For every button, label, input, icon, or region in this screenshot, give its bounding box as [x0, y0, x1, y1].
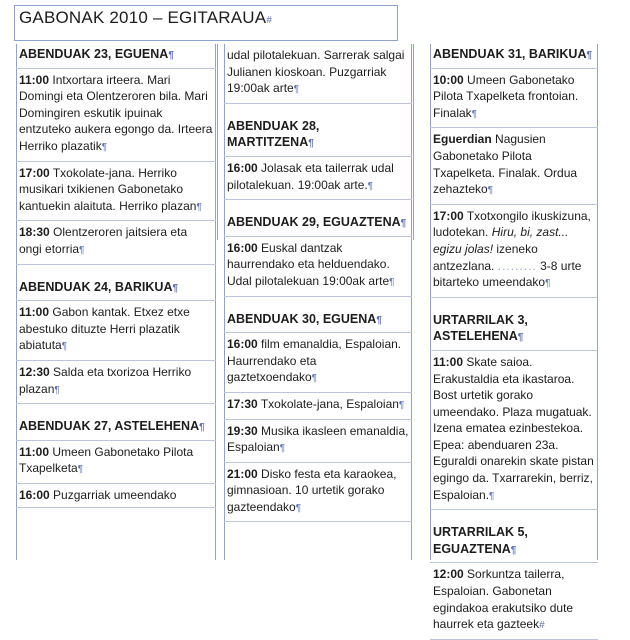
- event-paragraph[interactable]: 18:30 Olentzeroren jaitsiera eta ongi etorria¶: [16, 221, 216, 264]
- column-gutter-1: [217, 44, 218, 240]
- day-heading[interactable]: URTARRILAK 3, ASTELEHENA¶: [430, 298, 598, 351]
- day-heading[interactable]: ABENDUAK 24, BARIKUA¶: [16, 265, 216, 302]
- day-heading[interactable]: URTARRILAK 5, EGUAZTENA¶: [430, 510, 598, 563]
- column-1: [16, 44, 216, 508]
- event-paragraph[interactable]: 10:00 Umeen Gabonetako Pilota Txapelketa frontoian. Finalak¶: [430, 69, 598, 129]
- column-2: [224, 44, 412, 522]
- event-paragraph[interactable]: 16:00 Puzgarriak umeendako: [16, 484, 216, 509]
- day-heading[interactable]: ABENDUAK 27, ASTELEHENA¶: [16, 404, 216, 441]
- event-paragraph[interactable]: 21:00 Disko festa eta karaokea, gimnasioan. 10 urtetik gorako gazteendako¶: [224, 463, 412, 523]
- event-paragraph[interactable]: 11:00 Gabon kantak. Etxez etxe abestuko dituzte Herri plazatik abiatuta¶: [16, 301, 216, 361]
- page-title[interactable]: [19, 8, 272, 28]
- event-paragraph[interactable]: 12:30 Salda eta txorizoa Herriko plazan¶: [16, 361, 216, 404]
- column-3: [430, 44, 598, 640]
- day-heading[interactable]: ABENDUAK 30, EGUENA¶: [224, 297, 412, 334]
- event-paragraph[interactable]: 19:30 Musika ikasleen emanaldia, Espaloian¶: [224, 420, 412, 463]
- event-paragraph[interactable]: 16:00 Jolasak eta tailerrak udal pilotalekuan. 19:00ak arte.¶: [224, 157, 412, 200]
- event-paragraph[interactable]: 16:00 Euskal dantzak haurrendako eta helduendako. Udal pilotalekuan 19:00ak arte¶: [224, 237, 412, 297]
- event-paragraph[interactable]: 17:30 Txokolate-jana, Espaloian¶: [224, 393, 412, 420]
- title-text: GABONAK 2010 – EGITARAUA: [19, 8, 267, 27]
- event-paragraph[interactable]: 16:00 film emanaldia, Espaloian. Haurrendako eta gaztetxoendako¶: [224, 333, 412, 393]
- event-paragraph[interactable]: 11:00 Intxortara irteera. Mari Domingi eta Olentzeroren bila. Mari Domingiren eskutik ipuinak entzuteko aukera egongo da. Irteera Herriko plazatik¶: [16, 69, 216, 162]
- event-paragraph-continued[interactable]: udal pilotalekuan. Sarrerak salgai Julianen kioskoan. Puzgarriak 19:00ak arte¶: [224, 44, 412, 104]
- column-gutter-2: [413, 44, 414, 240]
- event-paragraph[interactable]: 11:00 Skate saioa. Erakustaldia eta ikastaroa. Bost urtetik gorako umeendako. Plaza mugatuak. Izena ematea ezinbestekoa. Epea: abenduaren 23a. Eguraldi onarekin skate pistan egingo da. Txarrarekin, berriz, Espaloian.¶: [430, 351, 598, 510]
- event-paragraph[interactable]: 17:00 Txokolate-jana. Herriko musikari txikienen Gabonetako kantuekin alaituta. Herriko plazan¶: [16, 162, 216, 222]
- event-paragraph[interactable]: 12:00 Sorkuntza tailerra, Espaloian. Gabonetan egindakoa erakutsiko dute haurrek eta gazteek#: [430, 563, 598, 639]
- event-paragraph[interactable]: 11:00 Umeen Gabonetako Pilota Txapelketa¶: [16, 441, 216, 484]
- event-paragraph[interactable]: Eguerdian Nagusien Gabonetako Pilota Txapelketa. Finalak. Ordua zehazteko¶: [430, 128, 598, 204]
- day-heading[interactable]: ABENDUAK 23, EGUENA¶: [16, 44, 216, 69]
- day-heading[interactable]: ABENDUAK 28, MARTITZENA¶: [224, 104, 412, 157]
- event-paragraph[interactable]: 17:00 Txotxongilo ikuskizuna, ludotekan. Hiru, bi, zast... egizu jolas! izeneko antzezlana. ......... 3-8 urte bitarteko umeendako¶: [430, 205, 598, 298]
- end-mark: #: [266, 15, 273, 26]
- day-heading[interactable]: ABENDUAK 31, BARIKUA¶: [430, 44, 598, 69]
- day-heading[interactable]: ABENDUAK 29, EGUAZTENA¶: [224, 200, 412, 237]
